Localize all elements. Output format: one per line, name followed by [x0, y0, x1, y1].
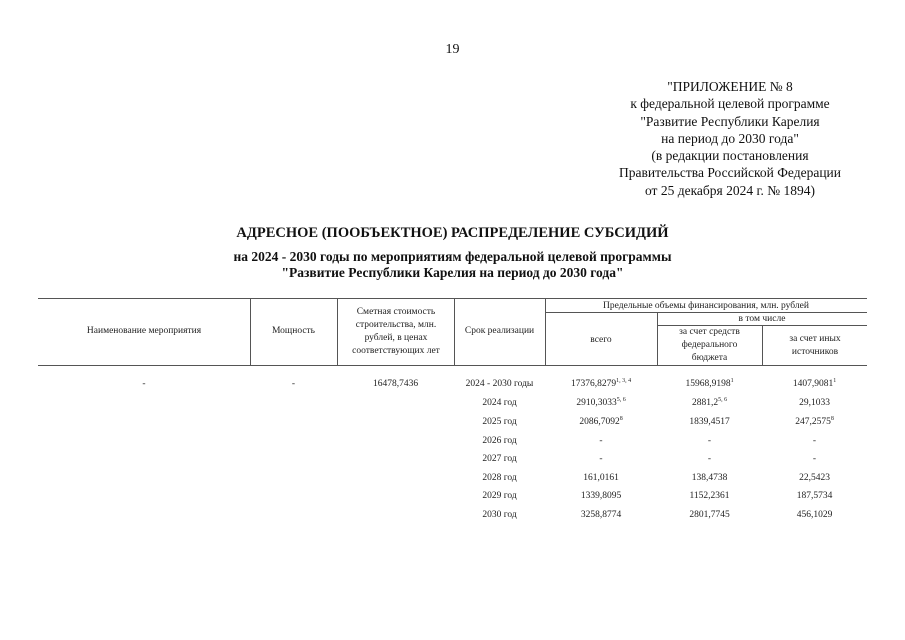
cell-other-value: 22,5423 [799, 473, 830, 483]
cell-federal-value: 1152,2361 [689, 491, 730, 501]
cell-other-value: 247,2575 [795, 417, 831, 427]
cell-federal [657, 454, 762, 464]
cell-period: 2027 год [482, 454, 517, 464]
cell-total [545, 491, 657, 501]
page-number: 19 [445, 42, 460, 57]
cell-total [545, 398, 657, 408]
header-bottom-border [38, 365, 867, 366]
column-divider [762, 325, 763, 365]
cell-cost: 16478,7436 [372, 379, 419, 389]
column-divider [337, 298, 338, 365]
cell-period: 2025 год [482, 417, 517, 427]
cell-total-value: 3258,8774 [580, 510, 622, 520]
footnote-marker: 8 [830, 415, 834, 422]
cell-period: 2026 год [482, 436, 517, 446]
cell-other [762, 473, 867, 483]
footnote-marker: 8 [619, 415, 623, 422]
cell-total [545, 436, 657, 446]
cell-other [762, 510, 867, 520]
cell-total-value: 1339,8095 [580, 491, 622, 501]
cell-other-value: 29,1033 [799, 398, 830, 408]
program-name: "Развитие Республики Карелия на период до 2030 года" [281, 265, 624, 280]
cell-other [762, 491, 867, 501]
document-subtitle: на 2024 - 2030 годы по мероприятиям федеральной целевой программы [233, 249, 672, 264]
cell-federal-value: 2801,7745 [689, 510, 730, 520]
header-funding: Предельные объемы финансирования, млн. рублей [603, 301, 809, 311]
document-title: АДРЕСНОЕ (ПООБЪЕКТНОЕ) РАСПРЕДЕЛЕНИЕ СУБСИДИЙ [236, 225, 669, 241]
appendix-line: на период до 2030 года" [661, 130, 799, 146]
cell-federal [657, 491, 762, 501]
appendix-line: "ПРИЛОЖЕНИЕ № 8 [667, 79, 793, 94]
cell-period: 2024 - 2030 годы [465, 379, 534, 389]
cell-federal-value: - [707, 454, 712, 464]
footnote-marker: 1, 3, 4 [616, 377, 632, 384]
appendix-line: от 25 декабря 2024 г. № 1894) [644, 182, 816, 198]
cell-period: 2028 год [482, 473, 517, 483]
cell-federal [657, 473, 762, 483]
cell-other [762, 417, 867, 427]
cell-capacity: - [291, 379, 296, 389]
cell-other-value: 1407,9081 [792, 379, 834, 389]
cell-federal [657, 510, 762, 520]
cell-other [762, 379, 867, 389]
appendix-line: (в редакции постановления [651, 148, 809, 164]
cell-federal [657, 417, 762, 427]
appendix-line: "Развитие Республики Карелия [640, 113, 820, 129]
cell-federal-value: 138,4738 [691, 473, 728, 483]
cell-other [762, 436, 867, 446]
appendix-line: к федеральной целевой программе [630, 96, 830, 112]
cell-total-value: 17376,8279 [570, 379, 617, 389]
cell-name: - [142, 379, 146, 389]
cell-federal-value: 15968,9198 [685, 379, 731, 389]
cell-federal-value: 1839,4517 [689, 417, 730, 427]
cell-period: 2029 год [482, 491, 517, 501]
cell-federal-value: 2881,2 [691, 398, 719, 408]
cell-other-value: - [812, 454, 817, 464]
header-other: за счет иных источников [789, 334, 841, 357]
header-cost: Сметная стоимость строительства, млн. рублей, в ценах соответствующих лет [352, 307, 440, 356]
cell-federal [657, 398, 762, 408]
footnote-marker: 1 [833, 377, 837, 384]
cell-total [545, 473, 657, 483]
cell-total-value: - [599, 454, 603, 464]
cell-total [545, 417, 657, 427]
table-top-border [38, 298, 867, 299]
header-federal: за счет средств федерального бюджета [679, 327, 740, 363]
appendix-block [560, 78, 900, 199]
cell-other-value: - [812, 436, 817, 446]
header-name: Наименование мероприятия [86, 326, 202, 336]
cell-total [545, 510, 657, 520]
cell-federal [657, 436, 762, 446]
cell-other-value: 187,5734 [796, 491, 833, 501]
footnote-marker: 5, 6 [718, 396, 728, 403]
cell-period: 2024 год [482, 398, 517, 408]
header-total: всего [590, 335, 612, 345]
header-including: в том числе [738, 314, 786, 324]
cell-total-value: 2910,3033 [576, 398, 617, 408]
cell-federal-value: - [707, 436, 712, 446]
cell-other-value: 456,1029 [796, 510, 833, 520]
footnote-marker: 5, 6 [616, 396, 626, 403]
header-period: Срок реализации [464, 326, 535, 336]
cell-total [545, 379, 657, 389]
cell-total-value: - [599, 436, 603, 446]
cell-total-value: 2086,7092 [579, 417, 620, 427]
header-capacity: Мощность [271, 326, 316, 336]
footnote-marker: 1 [730, 377, 734, 384]
cell-federal [657, 379, 762, 389]
cell-other [762, 398, 867, 408]
cell-total [545, 454, 657, 464]
cell-total-value: 161,0161 [583, 473, 619, 483]
cell-period: 2030 год [482, 510, 517, 520]
cell-other [762, 454, 867, 464]
appendix-line: Правительства Российской Федерации [619, 165, 841, 181]
